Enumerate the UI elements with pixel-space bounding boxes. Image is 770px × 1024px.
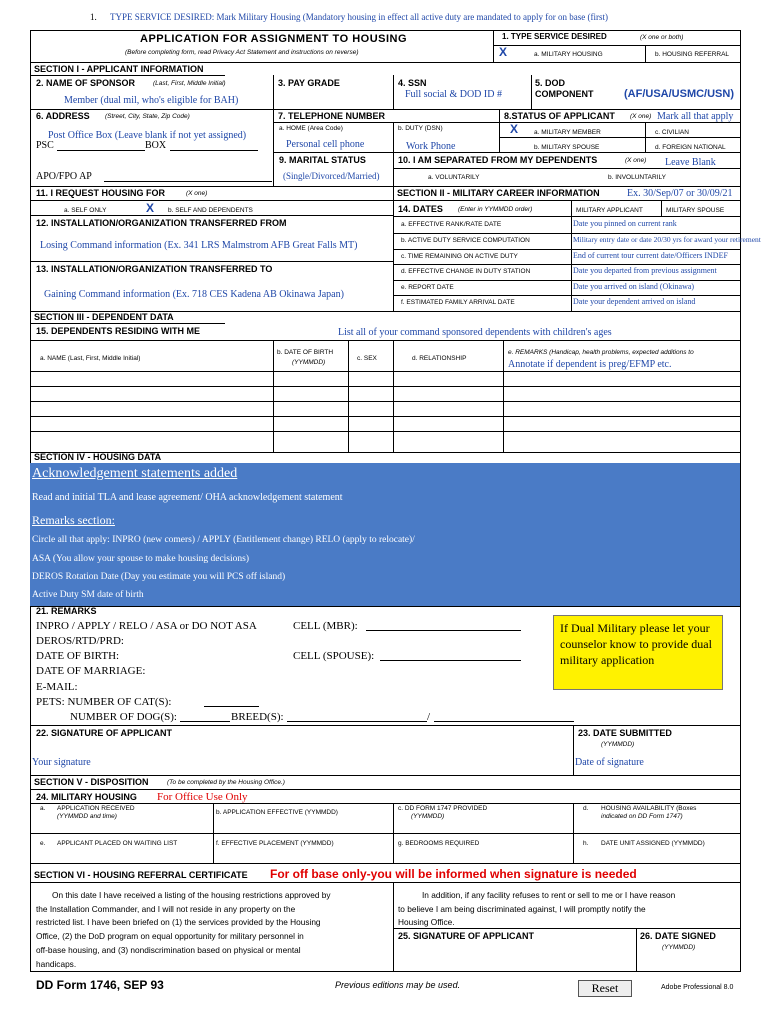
f7-duty-value[interactable]: Work Phone <box>406 141 456 152</box>
f10-option-voluntarily[interactable]: a. VOLUNTARILY <box>428 174 480 181</box>
f4-value[interactable]: Full social & DOD ID # <box>405 89 502 100</box>
cell-app-received-format: (YYMMDD and time) <box>57 813 117 820</box>
f6-label: 6. ADDRESS <box>36 111 90 121</box>
col-dep-dob: b. DATE OF BIRTH <box>277 349 334 356</box>
ack-line: Read and initial TLA and lease agreement/ OHA acknowledgement statement <box>32 492 343 503</box>
section5-title: SECTION V - DISPOSITION <box>34 777 149 787</box>
cell-mbr-label: CELL (MBR): <box>293 620 358 632</box>
f5-label2: COMPONENT <box>535 89 594 99</box>
f10-value[interactable]: Leave Blank <box>665 157 716 168</box>
f15-label: 15. DEPENDENTS RESIDING WITH ME <box>36 326 201 336</box>
f8-option-military-member[interactable]: a. MILITARY MEMBER <box>534 129 601 136</box>
col-military-spouse: MILITARY SPOUSE <box>666 207 725 214</box>
career-row-value[interactable]: Date you departed from previous assignment <box>573 266 717 275</box>
career-row-label: d. EFFECTIVE CHANGE IN DUTY STATION <box>401 268 531 275</box>
section6-title: SECTION VI - HOUSING REFERRAL CERTIFICATE <box>34 870 248 880</box>
col-dep-dob-format: (YYMMDD) <box>292 359 326 366</box>
remarks-line-3: DEROS Rotation Date (Day you estimate you will PCS off island) <box>32 572 286 582</box>
f12-value[interactable]: Losing Command information (Ex. 341 LRS Malmstrom AFB Great Falls MT) <box>40 240 358 251</box>
cell-app-received: APPLICATION RECEIVED <box>57 805 135 812</box>
remarks-heading: Remarks section: <box>32 513 115 527</box>
section2-title: SECTION II - MILITARY CAREER INFORMATION <box>397 188 600 198</box>
remarks-breed: BREED(S): <box>231 711 284 723</box>
f14-note: (Enter in YYMMDD order) <box>458 206 533 213</box>
section4-instructions-panel <box>30 463 740 606</box>
remarks-line1[interactable]: INPRO / APPLY / RELO / ASA or DO NOT ASA <box>36 620 257 632</box>
col-military-applicant: MILITARY APPLICANT <box>576 207 643 214</box>
career-row-label: b. ACTIVE DUTY SERVICE COMPUTATION <box>401 237 530 244</box>
section5-note: (To be completed by the Housing Office.) <box>167 779 285 786</box>
f23-value[interactable]: Date of signature <box>575 757 644 768</box>
type-service-note: (X one or both) <box>640 34 684 41</box>
f8-label: 8.STATUS OF APPLICANT <box>504 111 615 121</box>
option-military-housing[interactable]: a. MILITARY HOUSING <box>534 51 603 58</box>
f2-label: 2. NAME OF SPONSOR <box>36 78 136 88</box>
f11-x[interactable]: X <box>146 201 155 215</box>
col-dep-remarks: e. REMARKS (Handicap, health problems, expected additions to <box>508 349 694 356</box>
section6-left-text: On this date I have received a listing of the housing restrictions approved by the Installation Commander, and I will not reside in any property on the restricted list. I have been briefed on (1) the services provided by the Housing Office, (2) the DoD program on equal opportunity for military personnel in off-base housing, and (3) nondiscrimination based on physical or mental handicaps. <box>36 890 331 969</box>
dual-military-note <box>553 615 723 690</box>
ack-heading: Acknowledgement statements added <box>32 466 238 481</box>
f11-option-self-only[interactable]: a. SELF ONLY <box>64 207 107 214</box>
section4-title: SECTION IV - HOUSING DATA <box>34 452 162 462</box>
f22-label: 22. SIGNATURE OF APPLICANT <box>36 728 173 738</box>
f26-label: 26. DATE SIGNED <box>640 931 716 941</box>
career-row-value[interactable]: End of current tour current date/Officers INDEF <box>573 251 728 260</box>
career-row-value[interactable]: Date you arrived on island (Okinawa) <box>573 282 695 291</box>
f15-value[interactable]: List all of your command sponsored dependents with children's ages <box>338 327 612 338</box>
f8-option-foreign-national[interactable]: d. FOREIGN NATIONAL <box>655 144 726 151</box>
career-row-label: c. TIME REMAINING ON ACTIVE DUTY <box>401 253 518 260</box>
section2-title-value[interactable]: Ex. 30/Sep/07 or 30/09/21 <box>627 188 733 199</box>
section1-title: SECTION I - APPLICANT INFORMATION <box>34 64 204 74</box>
remarks-slash: / <box>427 711 431 723</box>
f9-value[interactable]: (Single/Divorced/Married) <box>283 171 380 181</box>
f24-value: For Office Use Only <box>157 791 248 803</box>
dual-military-text: If Dual Military please let your counselor know to provide dual military application <box>560 621 712 667</box>
f11-option-self-dependents[interactable]: b. SELF AND DEPENDENTS <box>168 207 253 214</box>
f5-label: 5. DOD <box>535 78 566 88</box>
col-dep-remarks-value[interactable]: Annotate if dependent is preg/EFMP etc. <box>508 359 672 370</box>
f12-label: 12. INSTALLATION/ORGANIZATION TRANSFERRED FROM <box>36 218 287 228</box>
cell-app-effective: b. APPLICATION EFFECTIVE (YYMMDD) <box>216 809 338 816</box>
remarks-marriage: DATE OF MARRIAGE: <box>36 665 146 677</box>
f10-note: (X one) <box>625 157 647 164</box>
f2-note: (Last, First, Middle Initial) <box>153 80 226 87</box>
remarks-deros: DEROS/RTD/PRD: <box>36 635 124 647</box>
reset-button[interactable]: Reset <box>578 980 632 997</box>
f25-label: 25. SIGNATURE OF APPLICANT <box>398 931 535 941</box>
f23-note: (YYMMDD) <box>601 741 635 748</box>
f6-apo: APO/FPO AP <box>36 171 92 182</box>
section6-right-text: In addition, if any facility refuses to rent or sell to me or I have reason to believe I am being discriminated against, I will promptly notify the Housing Office. <box>398 890 676 928</box>
career-row-value[interactable]: Date you pinned on current rank <box>573 219 677 228</box>
f6-psc: PSC <box>36 140 54 151</box>
adobe-version: Adobe Professional 8.0 <box>661 984 734 991</box>
form-title: APPLICATION FOR ASSIGNMENT TO HOUSING <box>140 33 408 45</box>
cell-dd1747-format: (YYMMDD) <box>411 813 445 820</box>
f13-label: 13. INSTALLATION/ORGANIZATION TRANSFERRED TO <box>36 264 273 274</box>
form-id: DD Form 1746, SEP 93 <box>36 978 164 992</box>
f4-label: 4. SSN <box>398 78 427 88</box>
cell-bedrooms: g. BEDROOMS REQUIRED <box>398 840 480 847</box>
remarks-line-2: ASA (You allow your spouse to make housing decisions) <box>32 554 250 564</box>
f7-label: 7. TELEPHONE NUMBER <box>278 111 386 121</box>
career-row-value[interactable]: Date your dependent arrived on island <box>573 297 696 306</box>
type-service-label: 1. TYPE SERVICE DESIRED <box>502 32 607 41</box>
remarks-email: E-MAIL: <box>36 681 78 693</box>
f6-box: BOX <box>145 140 167 151</box>
cell-housing-availability: HOUSING AVAILABILITY (Boxes <box>601 805 697 812</box>
f7-duty-label: b. DUTY (DSN) <box>398 125 443 132</box>
career-row-value[interactable]: Military entry date or date 20/30 yrs for award your retirement <box>573 235 761 244</box>
type-service-x[interactable]: X <box>499 45 508 59</box>
f7-home-value[interactable]: Personal cell phone <box>286 139 365 150</box>
remarks-dogs: NUMBER OF DOG(S): <box>70 711 177 723</box>
cell-spouse-label: CELL (SPOUSE): <box>293 650 375 662</box>
f11-note: (X one) <box>186 190 208 197</box>
remarks-line-4: Active Duty SM date of birth <box>32 590 144 600</box>
cell-dd1747: c. DD FORM 1747 PROVIDED <box>398 805 488 812</box>
previous-editions: Previous editions may be used. <box>335 980 461 990</box>
f8-value[interactable]: Mark all that apply <box>657 111 734 122</box>
career-row-label: f. ESTIMATED FAMILY ARRIVAL DATE <box>401 299 515 306</box>
f7-home-label: a. HOME (Area Code) <box>279 125 343 132</box>
cell-housing-availability-note: indicated on DD Form 1747) <box>601 813 683 820</box>
f3-label: 3. PAY GRADE <box>278 78 340 88</box>
f9-label: 9. MARITAL STATUS <box>279 155 366 165</box>
f24-label: 24. MILITARY HOUSING <box>36 792 137 802</box>
f8-x[interactable]: X <box>510 122 519 136</box>
f23-label: 23. DATE SUBMITTED <box>578 728 672 738</box>
option-housing-referral[interactable]: b. HOUSING REFERRAL <box>655 51 730 58</box>
remarks-cats: PETS: NUMBER OF CAT(S): <box>36 696 172 708</box>
remarks-line-1: Circle all that apply: INPRO (new comers) / APPLY (Entitlement change) RELO (apply to relocate)/ <box>32 535 415 545</box>
cell-waiting-list: APPLICANT PLACED ON WAITING LIST <box>57 840 178 847</box>
f22-value[interactable]: Your signature <box>32 757 91 768</box>
f5-value[interactable]: (AF/USA/USMC/USN) <box>624 88 734 100</box>
f8-option-civilian[interactable]: c. CIVILIAN <box>655 129 689 136</box>
f10-option-involuntarily[interactable]: b. INVOLUNTARILY <box>608 174 666 181</box>
cell-effective-placement: f. EFFECTIVE PLACEMENT (YYMMDD) <box>216 840 334 847</box>
f2-value[interactable]: Member (dual mil, who's eligible for BAH) <box>64 95 239 106</box>
career-row-label: e. REPORT DATE <box>401 284 454 291</box>
col-dep-relationship: d. RELATIONSHIP <box>412 355 467 362</box>
cell-date-unit-assigned: DATE UNIT ASSIGNED (YYMMDD) <box>601 840 705 847</box>
f6-value[interactable]: Post Office Box (Leave blank if not yet assigned) <box>48 130 247 141</box>
form-subtitle: (Before completing form, read Privacy Act Statement and instructions on reverse) <box>125 49 359 56</box>
f11-label: 11. I REQUEST HOUSING FOR <box>36 188 166 198</box>
f6-note: (Street, City, State, Zip Code) <box>105 113 190 120</box>
f26-note: (YYMMDD) <box>662 944 696 951</box>
banner-text: TYPE SERVICE DESIRED: Mark Military Housing (Mandatory housing in effect all active duty are mandated to apply for on base (first) <box>110 12 609 22</box>
section6-title-value: For off base only-you will be informed when signature is needed <box>270 867 637 881</box>
f10-label: 10. I AM SEPARATED FROM MY DEPENDENTS <box>398 155 598 165</box>
career-row-label: a. EFFECTIVE RANK/RATE DATE <box>401 221 502 228</box>
f8-option-military-spouse[interactable]: b. MILITARY SPOUSE <box>534 144 600 151</box>
remarks-dob: DATE OF BIRTH: <box>36 650 120 662</box>
banner-number: 1. <box>90 12 97 22</box>
col-dep-name: a. NAME (Last, First, Middle Initial) <box>40 355 141 362</box>
f14-label: 14. DATES <box>398 204 443 214</box>
f21-label: 21. REMARKS <box>36 606 97 616</box>
f13-value[interactable]: Gaining Command information (Ex. 718 CES Kadena AB Okinawa Japan) <box>44 289 344 300</box>
f8-note: (X one) <box>630 113 652 120</box>
section3-title: SECTION III - DEPENDENT DATA <box>34 312 174 322</box>
col-dep-sex: c. SEX <box>357 355 377 362</box>
